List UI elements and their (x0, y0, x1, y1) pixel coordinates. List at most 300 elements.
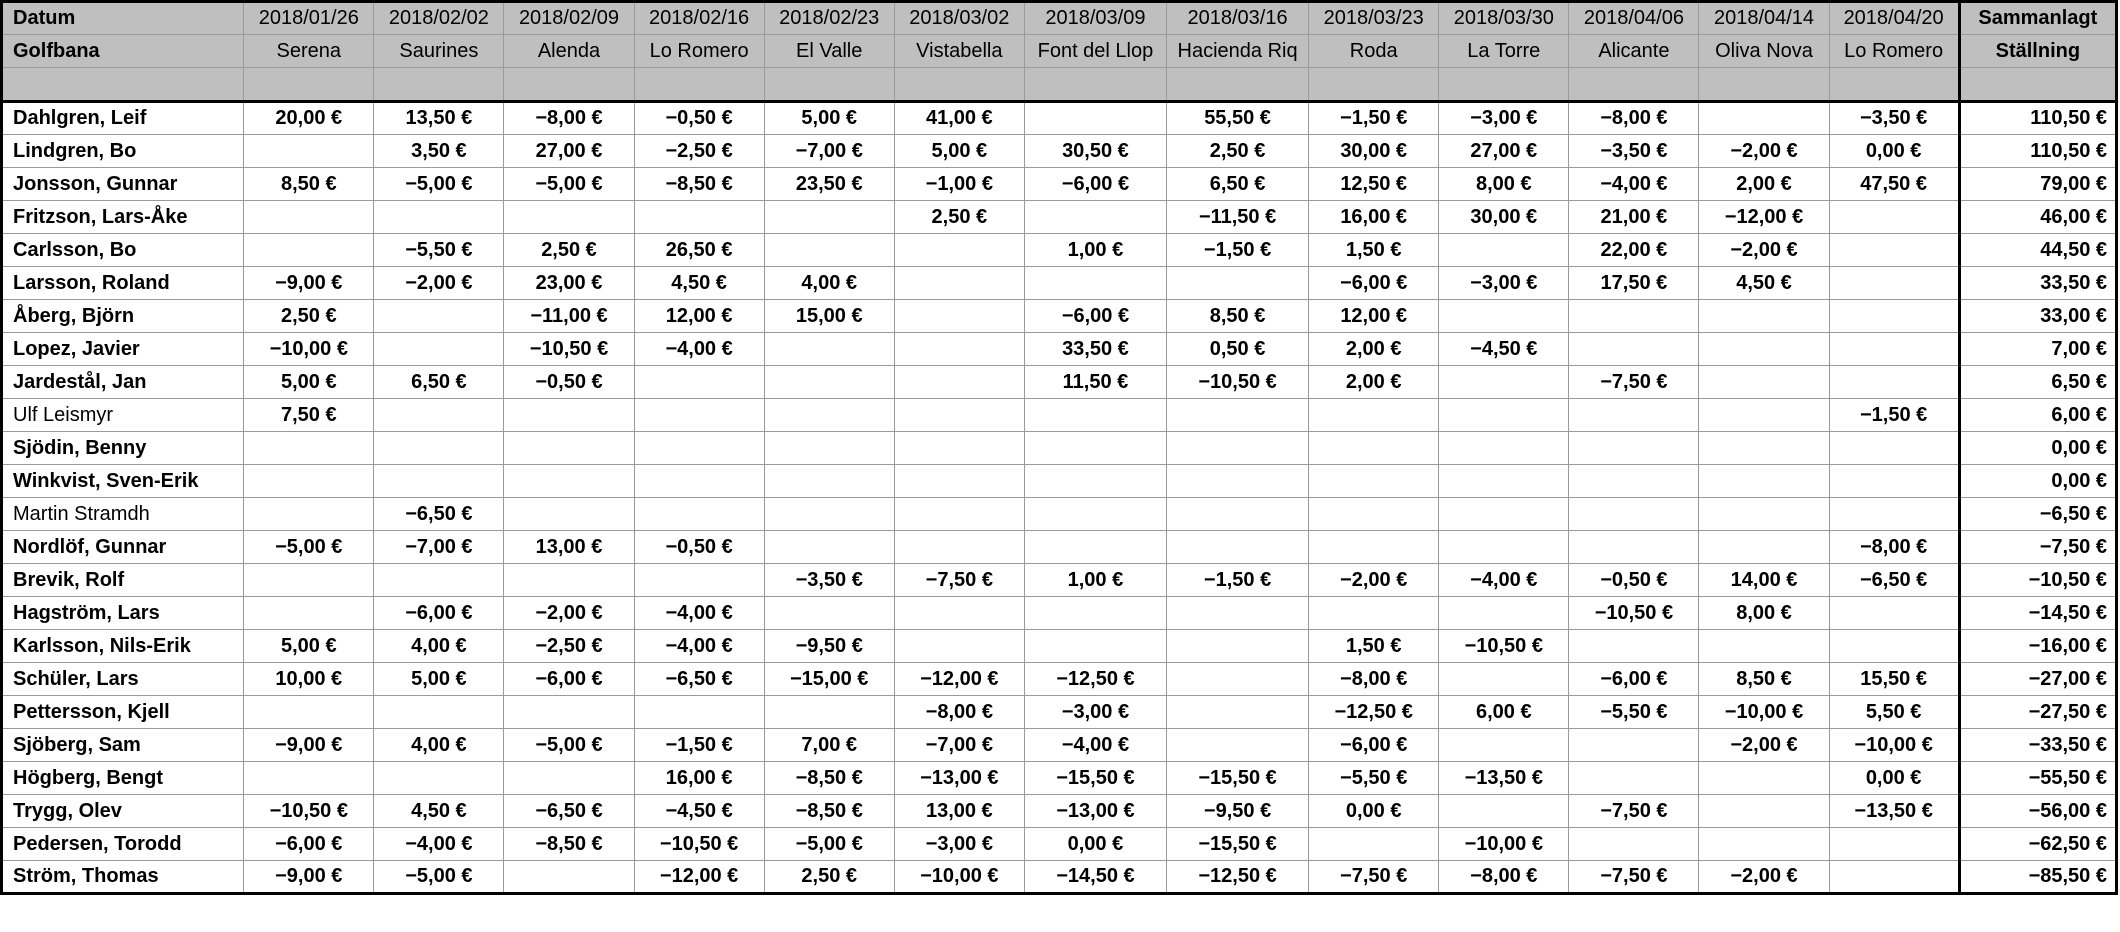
score-cell[interactable] (1829, 630, 1959, 663)
score-cell[interactable]: 4,00 € (764, 267, 894, 300)
score-cell[interactable] (894, 399, 1024, 432)
score-cell[interactable]: −8,00 € (1829, 531, 1959, 564)
score-cell[interactable]: −8,50 € (634, 168, 764, 201)
score-cell[interactable] (1167, 531, 1309, 564)
total-cell[interactable]: 33,00 € (1959, 300, 2116, 333)
header-date-cell[interactable]: 2018/03/30 (1439, 2, 1569, 35)
score-cell[interactable] (1699, 102, 1829, 135)
score-cell[interactable]: −4,00 € (634, 333, 764, 366)
header-course-cell[interactable]: Serena (244, 35, 374, 68)
score-cell[interactable] (634, 465, 764, 498)
score-cell[interactable]: −9,00 € (244, 267, 374, 300)
score-cell[interactable] (1569, 333, 1699, 366)
score-cell[interactable] (764, 498, 894, 531)
score-cell[interactable]: 5,00 € (894, 135, 1024, 168)
total-cell[interactable]: −62,50 € (1959, 828, 2116, 861)
score-cell[interactable] (634, 201, 764, 234)
score-cell[interactable]: 33,50 € (1024, 333, 1166, 366)
blank-cell[interactable] (2, 68, 244, 102)
score-cell[interactable] (374, 696, 504, 729)
score-cell[interactable]: 30,00 € (1309, 135, 1439, 168)
score-cell[interactable]: −1,50 € (1829, 399, 1959, 432)
score-cell[interactable] (1569, 498, 1699, 531)
header-course-cell[interactable]: Alicante (1569, 35, 1699, 68)
score-cell[interactable]: −4,00 € (634, 630, 764, 663)
score-cell[interactable] (1309, 465, 1439, 498)
score-cell[interactable]: 6,00 € (1439, 696, 1569, 729)
score-cell[interactable]: −8,00 € (1439, 861, 1569, 894)
score-cell[interactable]: −10,00 € (1699, 696, 1829, 729)
score-cell[interactable]: 22,00 € (1569, 234, 1699, 267)
score-cell[interactable] (1829, 201, 1959, 234)
score-cell[interactable] (1309, 597, 1439, 630)
score-cell[interactable]: −5,50 € (374, 234, 504, 267)
header-course-cell[interactable]: Font del Llop (1024, 35, 1166, 68)
player-name-cell[interactable]: Sjödin, Benny (2, 432, 244, 465)
score-cell[interactable] (504, 762, 634, 795)
player-name-cell[interactable]: Martin Stramdh (2, 498, 244, 531)
blank-cell[interactable] (1439, 68, 1569, 102)
score-cell[interactable]: −1,00 € (894, 168, 1024, 201)
score-cell[interactable] (1569, 399, 1699, 432)
total-cell[interactable]: 33,50 € (1959, 267, 2116, 300)
score-cell[interactable] (374, 762, 504, 795)
score-cell[interactable]: 6,50 € (374, 366, 504, 399)
header-date-label[interactable]: Datum (2, 2, 244, 35)
score-cell[interactable]: −8,50 € (504, 828, 634, 861)
score-cell[interactable]: 1,00 € (1024, 564, 1166, 597)
score-cell[interactable] (1829, 597, 1959, 630)
player-name-cell[interactable]: Hagström, Lars (2, 597, 244, 630)
score-cell[interactable]: −10,50 € (504, 333, 634, 366)
score-cell[interactable] (1699, 531, 1829, 564)
score-cell[interactable] (1309, 399, 1439, 432)
total-cell[interactable]: −56,00 € (1959, 795, 2116, 828)
score-cell[interactable] (504, 696, 634, 729)
score-cell[interactable] (1699, 465, 1829, 498)
score-cell[interactable] (1309, 498, 1439, 531)
score-cell[interactable]: −4,50 € (634, 795, 764, 828)
score-cell[interactable]: 13,50 € (374, 102, 504, 135)
blank-cell[interactable] (1569, 68, 1699, 102)
score-cell[interactable]: −2,50 € (634, 135, 764, 168)
header-course-cell[interactable]: Lo Romero (1829, 35, 1959, 68)
score-cell[interactable]: −0,50 € (1569, 564, 1699, 597)
total-cell[interactable]: −16,00 € (1959, 630, 2116, 663)
score-cell[interactable] (1024, 102, 1166, 135)
score-cell[interactable] (1439, 432, 1569, 465)
player-name-cell[interactable]: Högberg, Bengt (2, 762, 244, 795)
score-cell[interactable]: 30,00 € (1439, 201, 1569, 234)
score-cell[interactable]: −11,50 € (1167, 201, 1309, 234)
player-name-cell[interactable]: Dahlgren, Leif (2, 102, 244, 135)
score-cell[interactable]: −2,00 € (1699, 861, 1829, 894)
header-course-cell[interactable]: El Valle (764, 35, 894, 68)
score-cell[interactable]: −2,00 € (1699, 135, 1829, 168)
score-cell[interactable]: −7,50 € (1309, 861, 1439, 894)
score-cell[interactable]: 2,50 € (244, 300, 374, 333)
score-cell[interactable]: 30,50 € (1024, 135, 1166, 168)
score-cell[interactable]: 47,50 € (1829, 168, 1959, 201)
score-cell[interactable]: −3,00 € (894, 828, 1024, 861)
score-cell[interactable] (1167, 498, 1309, 531)
player-name-cell[interactable]: Jonsson, Gunnar (2, 168, 244, 201)
score-cell[interactable]: −10,50 € (1569, 597, 1699, 630)
blank-cell[interactable] (894, 68, 1024, 102)
score-cell[interactable] (244, 135, 374, 168)
score-cell[interactable] (1699, 762, 1829, 795)
score-cell[interactable]: 0,50 € (1167, 333, 1309, 366)
score-cell[interactable]: −6,00 € (1569, 663, 1699, 696)
score-cell[interactable] (634, 366, 764, 399)
score-cell[interactable]: 16,00 € (1309, 201, 1439, 234)
score-cell[interactable]: −8,00 € (1309, 663, 1439, 696)
player-name-cell[interactable]: Jardestål, Jan (2, 366, 244, 399)
header-date-cell[interactable]: 2018/03/09 (1024, 2, 1166, 35)
score-cell[interactable]: −2,00 € (1699, 729, 1829, 762)
score-cell[interactable] (1309, 531, 1439, 564)
score-cell[interactable]: −9,50 € (1167, 795, 1309, 828)
score-cell[interactable]: −0,50 € (504, 366, 634, 399)
score-cell[interactable]: 27,00 € (1439, 135, 1569, 168)
score-cell[interactable] (1829, 366, 1959, 399)
blank-cell[interactable] (1167, 68, 1309, 102)
player-name-cell[interactable]: Nordlöf, Gunnar (2, 531, 244, 564)
score-cell[interactable] (374, 399, 504, 432)
score-cell[interactable] (894, 630, 1024, 663)
header-course-cell[interactable]: Saurines (374, 35, 504, 68)
score-cell[interactable]: −3,00 € (1439, 102, 1569, 135)
score-cell[interactable]: −13,50 € (1439, 762, 1569, 795)
score-cell[interactable]: 20,00 € (244, 102, 374, 135)
score-cell[interactable]: 0,00 € (1829, 762, 1959, 795)
score-cell[interactable]: −5,50 € (1569, 696, 1699, 729)
score-cell[interactable]: 21,00 € (1569, 201, 1699, 234)
score-cell[interactable]: −10,50 € (1439, 630, 1569, 663)
score-cell[interactable] (1699, 399, 1829, 432)
score-cell[interactable] (244, 201, 374, 234)
total-cell[interactable]: 46,00 € (1959, 201, 2116, 234)
score-cell[interactable]: 3,50 € (374, 135, 504, 168)
score-cell[interactable] (1829, 333, 1959, 366)
score-cell[interactable] (894, 498, 1024, 531)
score-cell[interactable] (1829, 861, 1959, 894)
score-cell[interactable] (1439, 366, 1569, 399)
score-cell[interactable] (1699, 828, 1829, 861)
score-cell[interactable] (1829, 828, 1959, 861)
blank-cell[interactable] (1309, 68, 1439, 102)
score-cell[interactable]: −9,50 € (764, 630, 894, 663)
score-cell[interactable] (764, 432, 894, 465)
score-cell[interactable]: −12,00 € (634, 861, 764, 894)
total-cell[interactable]: −7,50 € (1959, 531, 2116, 564)
header-date-cell[interactable]: 2018/03/02 (894, 2, 1024, 35)
score-cell[interactable]: 2,00 € (1309, 333, 1439, 366)
score-cell[interactable] (1439, 795, 1569, 828)
blank-cell[interactable] (1959, 68, 2116, 102)
score-cell[interactable] (1569, 465, 1699, 498)
header-date-cell[interactable]: 2018/03/23 (1309, 2, 1439, 35)
score-cell[interactable] (1439, 729, 1569, 762)
header-course-cell[interactable]: La Torre (1439, 35, 1569, 68)
header-date-cell[interactable]: 2018/02/16 (634, 2, 764, 35)
score-cell[interactable]: −0,50 € (634, 531, 764, 564)
score-cell[interactable] (1439, 300, 1569, 333)
score-cell[interactable] (374, 300, 504, 333)
blank-cell[interactable] (634, 68, 764, 102)
score-cell[interactable]: 2,00 € (1309, 366, 1439, 399)
score-cell[interactable] (894, 234, 1024, 267)
score-cell[interactable]: −0,50 € (634, 102, 764, 135)
score-cell[interactable]: 12,50 € (1309, 168, 1439, 201)
score-cell[interactable]: −12,50 € (1024, 663, 1166, 696)
player-name-cell[interactable]: Ulf Leismyr (2, 399, 244, 432)
score-cell[interactable]: −6,00 € (504, 663, 634, 696)
score-cell[interactable]: −5,00 € (244, 531, 374, 564)
player-name-cell[interactable]: Lopez, Javier (2, 333, 244, 366)
score-cell[interactable] (894, 300, 1024, 333)
total-cell[interactable]: −14,50 € (1959, 597, 2116, 630)
score-cell[interactable] (764, 234, 894, 267)
score-cell[interactable]: −12,00 € (894, 663, 1024, 696)
score-cell[interactable] (1569, 531, 1699, 564)
score-cell[interactable] (504, 201, 634, 234)
blank-cell[interactable] (764, 68, 894, 102)
header-date-cell[interactable]: 2018/02/23 (764, 2, 894, 35)
player-name-cell[interactable]: Carlsson, Bo (2, 234, 244, 267)
score-cell[interactable] (764, 399, 894, 432)
header-course-cell[interactable]: Roda (1309, 35, 1439, 68)
score-cell[interactable] (1309, 432, 1439, 465)
score-cell[interactable] (1699, 630, 1829, 663)
total-cell[interactable]: 7,00 € (1959, 333, 2116, 366)
score-cell[interactable]: 15,00 € (764, 300, 894, 333)
score-cell[interactable] (764, 333, 894, 366)
score-cell[interactable]: −12,50 € (1309, 696, 1439, 729)
score-cell[interactable] (1569, 432, 1699, 465)
score-cell[interactable]: −12,50 € (1167, 861, 1309, 894)
header-course-cell[interactable]: Hacienda Riq (1167, 35, 1309, 68)
score-cell[interactable]: 0,00 € (1309, 795, 1439, 828)
score-cell[interactable] (634, 696, 764, 729)
score-cell[interactable]: 23,00 € (504, 267, 634, 300)
score-cell[interactable]: −7,50 € (1569, 861, 1699, 894)
score-cell[interactable] (1699, 366, 1829, 399)
score-cell[interactable] (894, 366, 1024, 399)
score-cell[interactable] (1699, 333, 1829, 366)
score-cell[interactable]: −6,00 € (374, 597, 504, 630)
score-cell[interactable]: −5,00 € (374, 168, 504, 201)
score-cell[interactable]: −2,00 € (504, 597, 634, 630)
player-name-cell[interactable]: Pettersson, Kjell (2, 696, 244, 729)
score-cell[interactable] (1439, 663, 1569, 696)
score-cell[interactable]: 8,00 € (1439, 168, 1569, 201)
score-cell[interactable]: −5,00 € (504, 168, 634, 201)
total-cell[interactable]: −27,00 € (1959, 663, 2116, 696)
score-cell[interactable] (1829, 267, 1959, 300)
score-cell[interactable]: −5,00 € (504, 729, 634, 762)
score-cell[interactable] (504, 432, 634, 465)
total-cell[interactable]: 0,00 € (1959, 465, 2116, 498)
score-cell[interactable]: −6,50 € (634, 663, 764, 696)
score-cell[interactable] (1167, 696, 1309, 729)
blank-cell[interactable] (504, 68, 634, 102)
header-course-cell[interactable]: Oliva Nova (1699, 35, 1829, 68)
score-cell[interactable]: 14,00 € (1699, 564, 1829, 597)
score-cell[interactable]: −8,00 € (1569, 102, 1699, 135)
total-cell[interactable]: 79,00 € (1959, 168, 2116, 201)
score-cell[interactable] (634, 564, 764, 597)
score-cell[interactable] (504, 564, 634, 597)
score-cell[interactable]: −5,50 € (1309, 762, 1439, 795)
score-cell[interactable] (1167, 630, 1309, 663)
score-cell[interactable]: 13,00 € (894, 795, 1024, 828)
total-cell[interactable]: −6,50 € (1959, 498, 2116, 531)
score-cell[interactable]: −10,00 € (894, 861, 1024, 894)
score-cell[interactable] (1024, 267, 1166, 300)
score-cell[interactable]: −4,00 € (1024, 729, 1166, 762)
score-cell[interactable] (1439, 399, 1569, 432)
score-cell[interactable] (244, 498, 374, 531)
blank-cell[interactable] (374, 68, 504, 102)
score-cell[interactable]: 8,50 € (244, 168, 374, 201)
score-cell[interactable]: 5,00 € (244, 630, 374, 663)
blank-cell[interactable] (1024, 68, 1166, 102)
score-cell[interactable] (244, 762, 374, 795)
score-cell[interactable]: −5,00 € (764, 828, 894, 861)
score-cell[interactable]: −4,00 € (1439, 564, 1569, 597)
score-cell[interactable]: 55,50 € (1167, 102, 1309, 135)
player-name-cell[interactable]: Pedersen, Torodd (2, 828, 244, 861)
score-cell[interactable]: −7,00 € (374, 531, 504, 564)
score-cell[interactable] (894, 597, 1024, 630)
score-cell[interactable] (1829, 498, 1959, 531)
score-cell[interactable] (374, 465, 504, 498)
score-cell[interactable]: 13,00 € (504, 531, 634, 564)
player-name-cell[interactable]: Fritzson, Lars-Åke (2, 201, 244, 234)
score-cell[interactable]: −13,00 € (894, 762, 1024, 795)
score-cell[interactable]: −1,50 € (1167, 564, 1309, 597)
score-cell[interactable]: −6,00 € (1024, 300, 1166, 333)
score-cell[interactable]: 12,00 € (634, 300, 764, 333)
score-cell[interactable]: −10,00 € (1439, 828, 1569, 861)
score-cell[interactable] (504, 498, 634, 531)
header-course-cell[interactable]: Alenda (504, 35, 634, 68)
score-cell[interactable] (634, 399, 764, 432)
score-cell[interactable]: 10,00 € (244, 663, 374, 696)
header-date-cell[interactable]: 2018/04/20 (1829, 2, 1959, 35)
score-cell[interactable] (1699, 795, 1829, 828)
score-cell[interactable] (504, 465, 634, 498)
score-cell[interactable]: 0,00 € (1024, 828, 1166, 861)
score-cell[interactable]: −12,00 € (1699, 201, 1829, 234)
score-cell[interactable] (1024, 597, 1166, 630)
score-cell[interactable]: 5,00 € (374, 663, 504, 696)
score-cell[interactable]: −15,50 € (1167, 828, 1309, 861)
score-cell[interactable] (244, 432, 374, 465)
score-cell[interactable]: 41,00 € (894, 102, 1024, 135)
score-cell[interactable] (1829, 300, 1959, 333)
score-cell[interactable]: −6,50 € (374, 498, 504, 531)
score-cell[interactable] (1024, 465, 1166, 498)
score-cell[interactable] (764, 597, 894, 630)
score-cell[interactable] (1569, 729, 1699, 762)
score-cell[interactable] (244, 696, 374, 729)
score-cell[interactable]: 2,00 € (1699, 168, 1829, 201)
score-cell[interactable] (374, 564, 504, 597)
score-cell[interactable]: −10,00 € (1829, 729, 1959, 762)
player-name-cell[interactable]: Karlsson, Nils-Erik (2, 630, 244, 663)
score-cell[interactable]: −9,00 € (244, 729, 374, 762)
score-cell[interactable]: 17,50 € (1569, 267, 1699, 300)
score-cell[interactable]: −14,50 € (1024, 861, 1166, 894)
score-cell[interactable]: 4,00 € (374, 729, 504, 762)
header-date-cell[interactable]: 2018/04/14 (1699, 2, 1829, 35)
score-cell[interactable] (1309, 828, 1439, 861)
blank-cell[interactable] (1829, 68, 1959, 102)
score-cell[interactable] (374, 432, 504, 465)
score-cell[interactable]: 5,50 € (1829, 696, 1959, 729)
score-cell[interactable]: −10,50 € (244, 795, 374, 828)
score-cell[interactable]: −4,00 € (1569, 168, 1699, 201)
score-cell[interactable] (1167, 399, 1309, 432)
total-cell[interactable]: −85,50 € (1959, 861, 2116, 894)
header-standing-label[interactable]: Ställning (1959, 35, 2116, 68)
score-cell[interactable]: −1,50 € (1167, 234, 1309, 267)
score-cell[interactable]: 4,50 € (634, 267, 764, 300)
score-cell[interactable] (1439, 531, 1569, 564)
score-cell[interactable] (764, 696, 894, 729)
header-date-cell[interactable]: 2018/02/09 (504, 2, 634, 35)
score-cell[interactable]: −4,00 € (374, 828, 504, 861)
score-cell[interactable]: 4,50 € (1699, 267, 1829, 300)
score-cell[interactable]: 6,50 € (1167, 168, 1309, 201)
score-cell[interactable] (764, 366, 894, 399)
score-cell[interactable] (1024, 432, 1166, 465)
player-name-cell[interactable]: Åberg, Björn (2, 300, 244, 333)
score-cell[interactable] (1024, 498, 1166, 531)
score-cell[interactable] (1829, 465, 1959, 498)
score-cell[interactable] (1439, 597, 1569, 630)
score-cell[interactable]: −5,00 € (374, 861, 504, 894)
player-name-cell[interactable]: Ström, Thomas (2, 861, 244, 894)
total-cell[interactable]: −55,50 € (1959, 762, 2116, 795)
score-cell[interactable] (1699, 432, 1829, 465)
score-cell[interactable]: 2,50 € (504, 234, 634, 267)
score-cell[interactable]: 5,00 € (764, 102, 894, 135)
score-cell[interactable] (894, 465, 1024, 498)
score-cell[interactable] (244, 234, 374, 267)
score-cell[interactable]: 0,00 € (1829, 135, 1959, 168)
score-cell[interactable]: 8,50 € (1699, 663, 1829, 696)
total-cell[interactable]: 44,50 € (1959, 234, 2116, 267)
header-course-cell[interactable]: Lo Romero (634, 35, 764, 68)
score-cell[interactable] (1569, 300, 1699, 333)
score-cell[interactable]: −9,00 € (244, 861, 374, 894)
score-cell[interactable]: −8,50 € (764, 762, 894, 795)
score-cell[interactable]: 15,50 € (1829, 663, 1959, 696)
score-cell[interactable] (764, 465, 894, 498)
score-cell[interactable]: −8,00 € (504, 102, 634, 135)
score-cell[interactable]: −7,50 € (894, 564, 1024, 597)
score-cell[interactable]: −3,00 € (1439, 267, 1569, 300)
total-cell[interactable]: 110,50 € (1959, 102, 2116, 135)
header-course-label[interactable]: Golfbana (2, 35, 244, 68)
header-course-cell[interactable]: Vistabella (894, 35, 1024, 68)
score-cell[interactable]: −6,00 € (1309, 267, 1439, 300)
score-cell[interactable]: 5,00 € (244, 366, 374, 399)
score-cell[interactable] (1167, 597, 1309, 630)
